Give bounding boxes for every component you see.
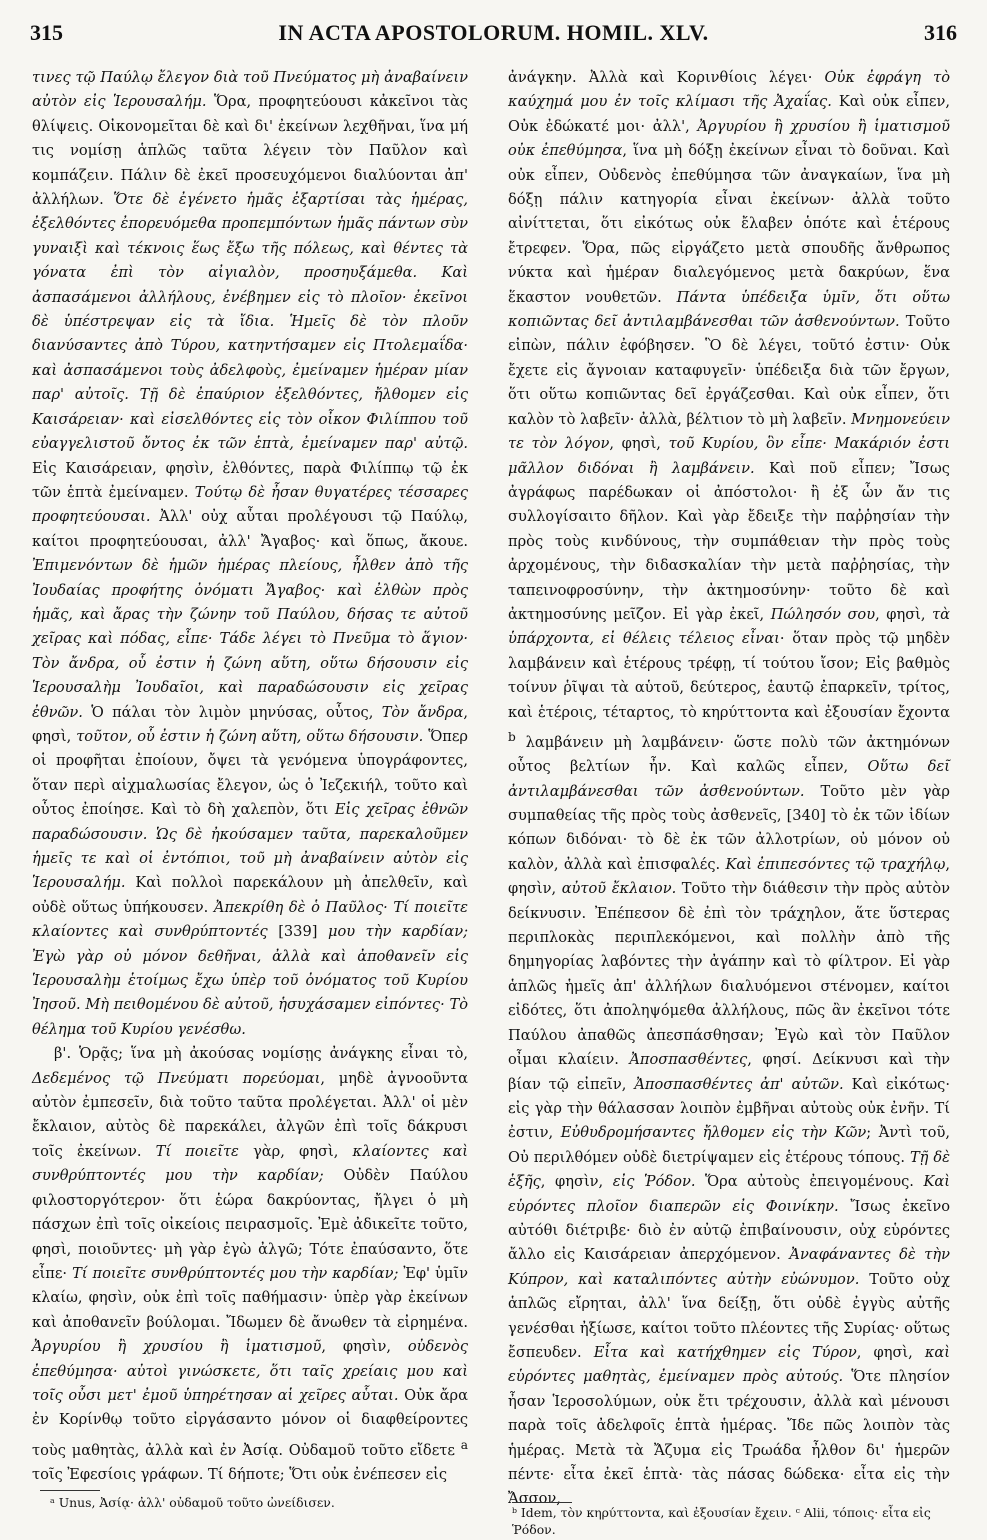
left-text: Τί ποιεῖτε xyxy=(155,1142,239,1160)
right-text: Οὐκ ἐφράγη τὸ καύχημά μου ἐν τοῖς κλίμασι τῆς Ἀχαΐας. xyxy=(508,69,950,111)
running-title: IN ACTA APOSTOLORUM. HOMIL. XLV. xyxy=(278,20,709,45)
right-text: Καὶ εὑρόντες πλοῖον διαπερῶν εἰς Φοινίκην. xyxy=(508,1173,951,1215)
right-text: · ὅταν πρὸς τῷ μηδὲν λαμβάνειν καὶ ἑτέρους τρέφῃ, τί τούτου ἴσον; Εἰς βαθμὸς τοίνυν ῥῖψαι τὰ αὑτοῦ, δεύτερος, ἑαυτῷ ἐπαρκεῖν, τρίτος, καὶ ἑτέροις, τέταρτος, τὸ κηρύττοντα καὶ ἐξουσίαν ἔχοντα xyxy=(508,630,951,721)
left-text: Ἀργυρίου ἢ χρυσίου ἢ ἱματισμοῦ xyxy=(32,1338,322,1356)
left-text: Ἐπιμενόντων δὲ ἡμῶν ἡμέρας πλείους, ἦλθεν ἀπὸ τῆς Ἰουδαίας προφήτης ὀνόματι Ἄγαβος· καὶ ἐλθὼν πρὸς ἡμᾶς, καὶ ἄρας τὴν ζώνην τοῦ Παύλου, δήσας τε αὐτοῦ χεῖρας καὶ πόδας, εἶπε· Τάδε λέγει τὸ Πνεῦμα τὸ ἅγιον· Τὸν ἄνδρα, οὗ ἐστιν ἡ ζώνη αὕτη, οὕτω δήσουσιν εἰς Ἱερουσαλὴμ Ἰουδαῖοι, καὶ παραδώσουσιν εἰς χεῖρας ἐθνῶν. xyxy=(32,557,468,721)
left-text: Οὐδὲν Παύλου φιλοστοργότερον· ὅτι ἑώρα δακρύοντας, ἤλγει ὁ μὴ πάσχων ἐπὶ τοῖς οἰκείοις πειρασμοῖς. Ἐμὲ ἀδικεῖτε τοῦτο, φησὶ, ποιοῦντες· μὴ γὰρ ἐγὼ ἀλγῶ; Τότε ἐπαύσαντο, ὅτε εἶπε· xyxy=(32,1167,468,1282)
right-column xyxy=(508,66,951,1508)
right-text: Οὕτω δεῖ ἀντιλαμβάνεσθαι τῶν ἀσθενούντων. xyxy=(508,758,950,800)
left-text: οὐδενὸς ἐπεθύμησα· αὐτοὶ γινώσκετε, ὅτι ταῖς χρείαις μου καὶ τοῖς οὖσι μετ' ἐμοῦ ὑπηρέτησαν αἱ χεῖρες αὗται. xyxy=(32,1338,468,1404)
right-text: Πώλησόν σου xyxy=(770,605,876,623)
right-text: Εὐθυδρομήσαντες ἤλθομεν εἰς τὴν Κῶν xyxy=(560,1124,867,1142)
left-text: Ὅπερ οἱ προφῆται ἐποίουν, ὄψει τὰ γενόμενα ὑπογράφοντες, ὅταν περὶ αἰχμαλωσίας ἔλεγον, ὡς ὁ Ἰεζεκιήλ, τοῦτο καὶ οὗτος ἐποίησε. Καὶ τὸ δὴ χαλεπὸν, ὅτι xyxy=(32,727,468,819)
left-text: , μηδὲ ἀγνοοῦντα αὐτὸν ἐμπεσεῖν, διὰ τοῦτο ταῦτα προλέγεται. Ἀλλ' οἱ μὲν ἔκλαιον, αὐτὸς δὲ παρεκάλει, ἀλγῶν ἐπὶ τοῖς δάκρυσι τοῖς ἐκείνων. xyxy=(32,1069,468,1160)
right-text: Τοῦτο οὐχ ἁπλῶς εἴρηται, ἀλλ' ἵνα δείξῃ, ὅτι οὐδὲ ἐγγὺς αὐτῆς γενέσθαι ἠξίωσε, καίτοι τοῦτο πλέοντες τῆς Συρίας· οὕτως ἔσπευδεν. xyxy=(508,1270,950,1361)
right-text: Καὶ ἐπιπεσόντες τῷ τραχήλῳ xyxy=(725,855,946,873)
right-text: , φησὶν, xyxy=(508,855,950,898)
right-text: Τῇ δὲ ἑξῆς xyxy=(508,1148,950,1191)
left-text: μου τὴν καρδίαν; Ἐγὼ γὰρ οὐ μόνον δεθῆναι, ἀλλὰ καὶ ἀποθανεῖν εἰς Ἱερουσαλὴμ ἑτοίμως ἔχω ὑπὲρ τοῦ ὀνόματος τοῦ Κυρίου Ἰησοῦ. Μὴ πειθομένου δὲ αὐτοῦ, ἡσυχάσαμεν εἰπόντες· Τὸ θέλημα τοῦ Κυρίου γενέσθω. xyxy=(32,923,468,1038)
left-text: τοῦτον, οὗ ἐστιν ἡ ζώνη αὕτη, οὕτω δήσουσιν. xyxy=(76,727,424,745)
left-text: Τὸν ἄνδρα xyxy=(381,703,464,721)
footnote-marker: b xyxy=(508,729,516,744)
right-text: εἰς Ῥόδον. xyxy=(612,1173,696,1191)
left-text: κλαίοντες καὶ συνθρύπτοντές μου τὴν καρδίαν; xyxy=(32,1142,469,1185)
right-text: τοῦ Κυρίου, ὃν εἶπε· Μακάριόν ἐστι μᾶλλον διδόναι ἢ λαμβάνειν. xyxy=(508,435,950,477)
right-text: Ὅρα αὐτοὺς ἐπειγομένους. xyxy=(695,1173,924,1191)
left-text: Ὁ πάλαι τὸν λιμὸν μηνύσας, οὗτος, xyxy=(82,703,382,721)
right-text: Τοῦτο εἰπὼν, πάλιν ἐφόβησεν. Ὃ δὲ λέγει, τοῦτό ἐστιν· Οὐκ ἔχετε εἰς ἄγνοιαν καταφυγεῖν· ὑπέδειξα διὰ τῶν ἔργων, ὅτι οὕτω κοπιῶντας δεῖ ἐργάζεσθαι. Καὶ οὐκ εἶπεν, ὅτι καλὸν τὸ λαβεῖν· ἀλλὰ, βέλτιον τὸ μὴ λαβεῖν. xyxy=(508,313,950,428)
left-text: β'. Ὁρᾷς; ἵνα μὴ ἀκούσας νομίσῃς ἀνάγκης εἶναι τὸ, xyxy=(54,1045,468,1063)
right-text: Τοῦτο μὲν γὰρ συμπαθείας τῆς πρὸς τοὺς ἀσθενεῖς, [340] τὸ ἐκ τῶν ἰδίων κόπων διδόναι· τὸ δὲ ἐκ τῶν ἀλλοτρίων, οὐ μόνον οὐ καλὸν, ἀλλὰ καὶ ἐπισφαλές. xyxy=(508,782,950,873)
left-text: Εἰς Καισάρειαν, φησὶν, ἐλθόντες, παρὰ Φιλίππῳ τῷ ἐκ τῶν ἑπτὰ ἐμείναμεν. xyxy=(32,459,468,501)
left-text: Εἰς χεῖρας ἐθνῶν παραδώσουσιν. Ὡς δὲ ἠκούσαμεν ταῦτα, παρεκαλοῦμεν ἡμεῖς τε καὶ οἱ ἐντόπιοι, τοῦ μὴ ἀναβαίνειν αὐτὸν εἰς Ἱερουσαλήμ. xyxy=(32,801,468,892)
left-text: γὰρ, φησὶ, xyxy=(238,1142,353,1160)
left-text: Τούτῳ δὲ ἦσαν θυγατέρες τέσσαρες προφητεύουσαι. xyxy=(32,483,469,526)
right-text: τὰ ὑπάρχοντα, εἰ θέλεις τέλειος εἶναι xyxy=(508,605,951,648)
right-text: καὶ εὑρόντες μαθητὰς, ἐμείναμεν πρὸς αὐτούς. xyxy=(508,1343,950,1386)
left-text: , φησὶν, xyxy=(321,1338,408,1356)
left-text: τινες τῷ Παύλῳ ἔλεγον διὰ τοῦ Πνεύματος μὴ ἀναβαίνειν αὐτὸν εἰς Ἱερουσαλήμ. xyxy=(32,69,468,111)
footnote-left: ᵃ Unus, Ἀσίᾳ· ἀλλ' οὐδαμοῦ τοῦτο ὠνείδισεν. xyxy=(50,1495,335,1510)
right-text: , φησὶ, xyxy=(856,1343,925,1361)
left-text: Οὐκ ἄρα ἐν Κορίνθῳ τοῦτο εἰργάσαντο μόνον οἱ διαφθείροντες τοὺς μαθητὰς, ἀλλὰ καὶ ἐν Ἀσίᾳ. Οὐδαμοῦ τοῦτο εἴδετε xyxy=(32,1386,468,1459)
right-text: Ὅτε πλησίον ἦσαν Ἱεροσολύμων, οὐκ ἔτι τρέχουσιν, ἀλλὰ καὶ μένουσι παρὰ τοῖς ἀδελφοῖς ἑπτὰ ἡμέρας. Ἴδε πῶς λοιπὸν τὰς ἡμέρας. Μετὰ τὰ Ἄζυμα εἰς Τρωάδα ἦλθον δι' ἡμερῶν πέντε· εἶτα ἐκεῖ ἑπτὰ· τὰς πάσας δώδεκα· εἶτα εἰς τὴν Ἄσσον, xyxy=(508,1368,950,1508)
page-number-left: 315 xyxy=(30,20,63,45)
left-paragraph-1 xyxy=(32,66,468,1042)
right-text: Μνημονεύειν τε τὸν λόγον xyxy=(508,410,951,453)
right-text: Πάντα ὑπέδειξα ὑμῖν, ὅτι οὕτω κοπιῶντας δεῖ ἀντιλαμβάνεσθαι τῶν ἀσθενούντων. xyxy=(508,288,950,331)
page-number-right: 316 xyxy=(924,20,957,45)
left-text: Ἐφ' ὑμῖν κλαίω, φησὶν, οὐκ ἐπὶ τοῖς παθήμασιν· ὑπὲρ γὰρ ἐκείνων καὶ ἀποθανεῖν βούλομαι. Ἴδωμεν δὲ ἄνωθεν τὰ εἰρημένα. xyxy=(32,1264,469,1331)
right-text: λαμβάνειν μὴ λαμβάνειν· ὥστε πολὺ τῶν ἀκτημόνων οὗτος βελτίων ἦν. Καὶ καλῶς εἶπεν, xyxy=(508,733,950,776)
right-text: Ἀργυρίου ἢ χρυσίου ἢ ἱματισμοῦ οὐκ ἐπεθύμησα xyxy=(508,117,950,160)
right-paragraph xyxy=(508,66,950,1512)
right-text: Ἀποσπασθέντες xyxy=(629,1051,748,1069)
right-text: Καὶ οὐκ εἶπεν, Οὐκ ἐδώκατέ μοι· ἀλλ', xyxy=(508,93,951,135)
right-text: Ἀποσπασθέντες ἀπ' αὐτῶν. xyxy=(634,1075,844,1093)
footnote-rule-left xyxy=(40,1490,100,1491)
right-text: αὐτοῦ ἔκλαιον. xyxy=(561,880,677,898)
footnote-rule-right xyxy=(512,1502,572,1503)
right-text: , φησὶν, xyxy=(540,1173,613,1191)
right-text: , φησὶ, xyxy=(875,605,933,623)
left-text: Δεδεμένος τῷ Πνεύματι πορεύομαι xyxy=(32,1069,321,1087)
right-text: Ἴσως ἐκεῖνο αὐτόθι διέτριβε· διὸ ἐν αὐτῷ ἐπιβαίνουσιν, οὐχ εὑρόντες ἄλλο εἰς Καισάρειαν ἀπερχόμενον. xyxy=(508,1197,950,1264)
left-text: Ὅρα, προφητεύουσι κἀκεῖνοι τὰς θλίψεις. Οἰκονομεῖται δὲ καὶ δι' ἐκείνων λεχθῆναι, ἵνα μή τις νομίσῃ ἁπλῶς ταῦτα λέγειν τὸν Παῦλον καὶ κομπάζειν. Πάλιν δὲ ἐκεῖ προσευχόμενοι διαλύονται ἀπ' ἀλλήλων. xyxy=(32,93,468,209)
right-text: Καὶ ποῦ εἶπεν; Ἴσως ἀγράφως παρέδωκαν οἱ ἀπόστολοι· ἢ ἐξ ὧν ἄν τις συλλογίσαιτο δῆλον. Καὶ γὰρ ἔδειξε τὴν παῤῥησίαν τὴν πρὸς τοὺς κινδύνους, τὴν συμπάθειαν τὴν πρὸς τοὺς ἀρχομένους, τὴν διδασκαλίαν τὴν μετὰ παῤῥησίας, τὴν ταπεινοφροσύνην, τὴν ἀκτημοσύνην· τοῦτο δὲ καὶ ἀκτημοσύνης μεῖζον. Εἰ γὰρ ἐκεῖ, xyxy=(508,459,950,623)
right-text: Ἀναφάναντες δὲ τὴν Κύπρον, καὶ καταλιπόντες αὐτὴν εὐώνυμον. xyxy=(508,1246,950,1288)
right-text: , φησὶ, xyxy=(609,435,669,453)
right-text: Καὶ εἰκότως· εἰς γὰρ τὴν θάλασσαν λοιπὸν ἐμβῆναι αὐτοὺς οὐκ ἐνῆν. Τί ἐστιν, xyxy=(508,1075,950,1142)
right-text: , ἵνα μὴ δόξῃ ἐκείνων εἶναι τὸ δοῦναι. Καὶ οὐκ εἶπεν, Οὐδενὸς ἐπεθύμησα τῶν ἀναγκαίων, ἵνα μὴ δόξῃ πάλιν κατηγορία εἶναι ἐκείνων· ἀλλὰ τοῦτο αἰνίττεται, ὅτι εἰκότως οὐκ ἔλαβεν ὁπότε καὶ ἑτέρους ἔτρεφεν. Ὅρα, πῶς εἰργάζετο μετὰ σπουδῆς ἄνθρωπος νύκτα καὶ ἡμέραν διαλεγόμενος μετὰ δακρύων, ἕνα ἕκαστον νουθετῶν. xyxy=(508,142,950,306)
right-text: ; Ἀντὶ τοῦ, Οὐ περιλθόμεν οὐδὲ διετρίψαμεν εἰς ἑτέρους τόπους. xyxy=(508,1124,950,1166)
left-paragraph-2 xyxy=(32,1042,468,1487)
page-header xyxy=(30,20,957,60)
left-text: Ὅτε δὲ ἐγένετο ἡμᾶς ἐξαρτίσαι τὰς ἡμέρας, ἐξελθόντες ἐπορευόμεθα προπεμπόντων ἡμᾶς πάντων σὺν γυναιξὶ καὶ τέκνοις ἕως ἔξω τῆς πόλεως, καὶ θέντες τὰ γόνατα ἐπὶ τὸν αἰγιαλὸν, προσηυξάμεθα. Καὶ ἀσπασάμενοι ἀλλήλους, ἐνέβημεν εἰς τὸ πλοῖον· ἐκεῖνοι δὲ ὑπέστρεψαν εἰς τὰ ἴδια. Ἡμεῖς δὲ τὸν πλοῦν διανύσαντες ἀπὸ Τύρου, κατηντήσαμεν εἰς Πτολεμαΐδα· καὶ ἀσπασάμενοι τοὺς ἀδελφοὺς, ἐμείναμεν ἡμέραν μίαν παρ' αὐτοῖς. Τῇ δὲ ἐπαύριον ἐξελθόντες, ἤλθομεν εἰς Καισάρειαν· καὶ εἰσελθόντες εἰς τὸν οἶκον Φιλίππου τοῦ εὐαγγελιστοῦ ὄντος ἐκ τῶν ἑπτὰ, ἐμείναμεν παρ' αὐτῷ. xyxy=(32,191,468,453)
left-text: Ἀλλ' οὐχ αὗται προλέγουσι τῷ Παύλῳ, καίτοι προφητεύουσαι, ἀλλ' Ἄγαβος· καὶ ὅπως, ἄκουε. xyxy=(32,508,468,550)
footnote-right: ᵇ Idem, τὸν κηρύττοντα, καὶ ἐξουσίαν ἔχειν. ᶜ Alii, τόποις· εἶτα εἰς Ῥόδον. xyxy=(512,1505,931,1537)
footnote-marker: a xyxy=(460,1437,468,1452)
page-marker: [339] xyxy=(267,923,328,941)
left-text: τοῖς Ἐφεσίοις γράφων. Τί δήποτε; Ὅτι οὐκ ἐνέπεσεν εἰς xyxy=(32,1466,448,1484)
left-text: Τί ποιεῖτε συνθρύπτοντές μου τὴν καρδίαν; xyxy=(72,1264,399,1282)
left-column xyxy=(32,66,468,1486)
right-text: Εἶτα καὶ κατήχθημεν εἰς Τύρον xyxy=(593,1343,857,1361)
left-text: Ἀπεκρίθη δὲ ὁ Παῦλος· Τί ποιεῖτε κλαίοντες καὶ συνθρύπτοντές xyxy=(32,898,468,941)
right-text: ἀνάγκην. Ἀλλὰ καὶ Κορινθίοις λέγει· xyxy=(508,69,825,86)
left-text: Καὶ πολλοὶ παρεκάλουν μὴ ἀπελθεῖν, καὶ οὐδὲ οὕτως ὑπήκουσεν. xyxy=(32,874,468,916)
left-text: , φησὶ, xyxy=(32,703,468,745)
right-text: Τοῦτο τὴν διάθεσιν τὴν πρὸς αὐτὸν δείκνυσιν. Ἐπέπεσον δὲ ἐπὶ τὸν τράχηλον, ἅτε ὕστερας περιπλοκὰς περιπλεκόμενοι, καὶ πολλὴν ἀπὸ τῆς δημηγορίας λαβόντες τὴν ἀγάπην καὶ τὸ φίλτρον. Εἰ γὰρ ἁπλῶς ἡμεῖς ἀπ' ἀλλήλων διαλυόμενοι στένομεν, καίτοι εἰδότες, ὅτι ἀποληψόμεθα ἀλλήλους, πῶς ἂν ἐκεῖνοι τότε Παύλου ἀπαθῶς ἀπεσπάσθησαν; Ἐγὼ καὶ τὸν Παῦλον οἶμαι κλαίειν. xyxy=(508,880,950,1069)
right-text: , φησί. Δείκνυσι καὶ τὴν βίαν τῷ εἰπεῖν, xyxy=(508,1051,950,1093)
